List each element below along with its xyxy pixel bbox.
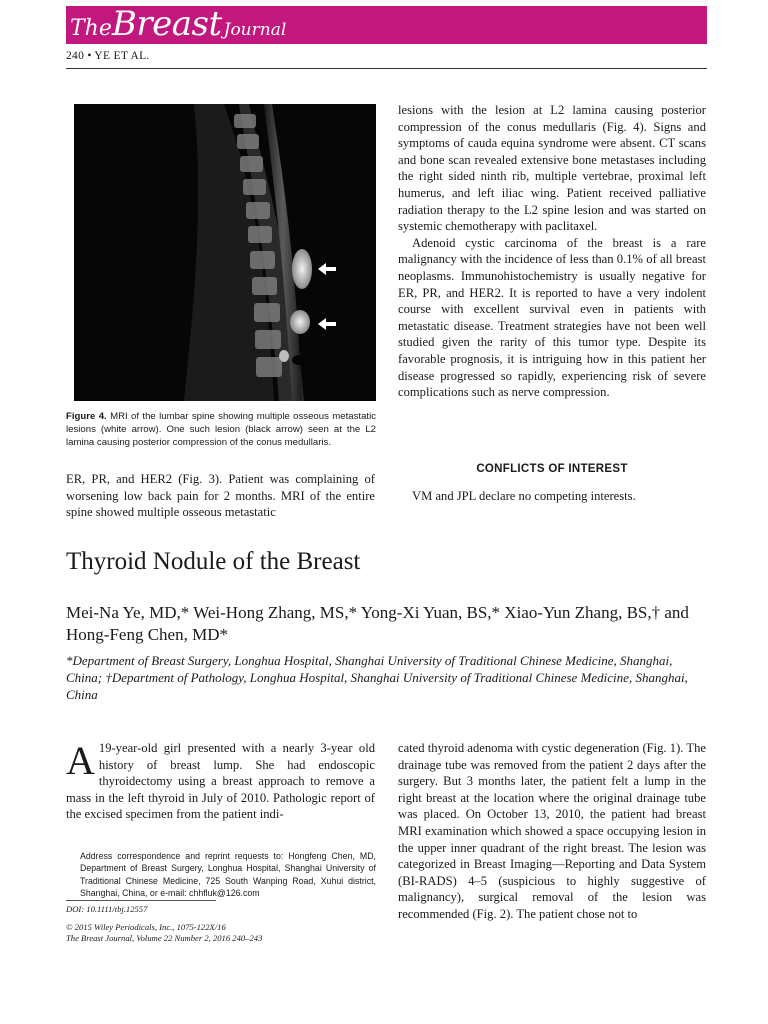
copyright: © 2015 Wiley Periodicals, Inc., 1075-122X/16 The Breast Journal, Volume 22 Number 2, 2016 240–243	[66, 922, 263, 943]
conflicts-text: VM and JPL declare no competing interests.	[412, 489, 636, 503]
article-authors: Mei-Na Ye, MD,* Wei-Hong Zhang, MS,* Yong-Xi Yuan, BS,* Xiao-Yun Zhang, BS,† and Hong-Feng Chen, MD*	[66, 603, 689, 644]
journal-banner	[66, 6, 707, 44]
article-title: Thyroid Nodule of the Breast	[66, 548, 361, 575]
conflicts-heading: CONFLICTS OF INTEREST	[476, 463, 628, 475]
prev-article-left-text: ER, PR, and HER2 (Fig. 3). Patient was complaining of worsening low back pain for 2 months. MRI of the entire spine showed multiple osseous metastatic	[66, 472, 375, 520]
running-head: 240 • YE ET AL.	[66, 50, 150, 62]
journal-logo: TheBreast Journal	[70, 4, 287, 44]
article-body-left: A 19-year-old girl presented with a nearly 3-year old history of breast lump. She had endoscopic thyroidectomy using a breast approach to remove a mass in the left thyroid in July of 2010. Pathologic report of the excised specimen from the patient indi-	[66, 738, 375, 822]
doi: DOI: 10.1111/tbj.12557	[66, 904, 148, 914]
article-body-right: cated thyroid adenoma with cystic degeneration (Fig. 1). The drainage tube was removed from the patient 2 days after the surgery. But 3 months later, the patient felt a lump in the right breast at the location where the original drainage tube was placed. On October 13, 2010, the patient had breast MRI examination which showed a space occupying lesion in the upper inner quadrant of the right breast. The lesion was categorized in Breast Imaging—Reporting and Data System (BI-RADS) 4–5 (suspicious to highly suggestive of malignancy), surgical removal of the lesion was recommended (Fig. 2). The patient chose not to	[398, 741, 706, 921]
correspondence-note: Address correspondence and reprint requests to: Hongfeng Chen, MD, Department of Breast Surgery, Longhua Hospital, Shanghai University of Traditional Chinese Medicine, 725 South Wanping Road, Xuhui district, Shanghai, China, or e-mail: chhfluk@126.com	[80, 851, 376, 899]
figure-caption: Figure 4. MRI of the lumbar spine showing multiple osseous metastatic lesions (white arrow). One such lesion (black arrow) seen at the L2 lamina causing posterior compression of the conus medullaris.	[66, 411, 376, 448]
mri-figure	[74, 104, 376, 401]
drop-cap: A	[66, 738, 95, 783]
prev-article-right-text: lesions with the lesion at L2 lamina causing posterior compression of the conus medullaris (Fig. 4). Signs and symptoms of cauda equina syndrome were absent. CT scans and bone scan revealed extensive bone metastases including the right sided ninth rib, multiple vertebrae, proximal left humerus, and left iliac wing. Patient received palliative radiation therapy to the L2 spine lesion and was started on systemic chemotherapy with paclitaxel. Adenoid cystic carcinoma of the breast is a rare malignancy with the incidence of less than 0.1% of all breast neoplasms. Immunohistochemistry is usually negative for ER, PR, and HER2. It is reported to have a very indolent course with excellent survival even in patients with metastatic disease. Treatment strategies have not been well studied given the rarity of this tumor type. Despite its favorable prognosis, it is intriguing how in this patient her disease progressed so rapidly, experiencing risk of severe complications such as nerve compression.	[398, 103, 706, 400]
article-affiliations: *Department of Breast Surgery, Longhua Hospital, Shanghai University of Traditional Chinese Medicine, Shanghai, China; †Department of Pathology, Longhua Hospital, Shanghai University of Traditional Chinese Medicine, Shanghai, China	[66, 653, 688, 702]
footnote-rule	[66, 900, 216, 901]
header-rule	[66, 68, 707, 69]
mri-spine-image	[74, 104, 376, 401]
